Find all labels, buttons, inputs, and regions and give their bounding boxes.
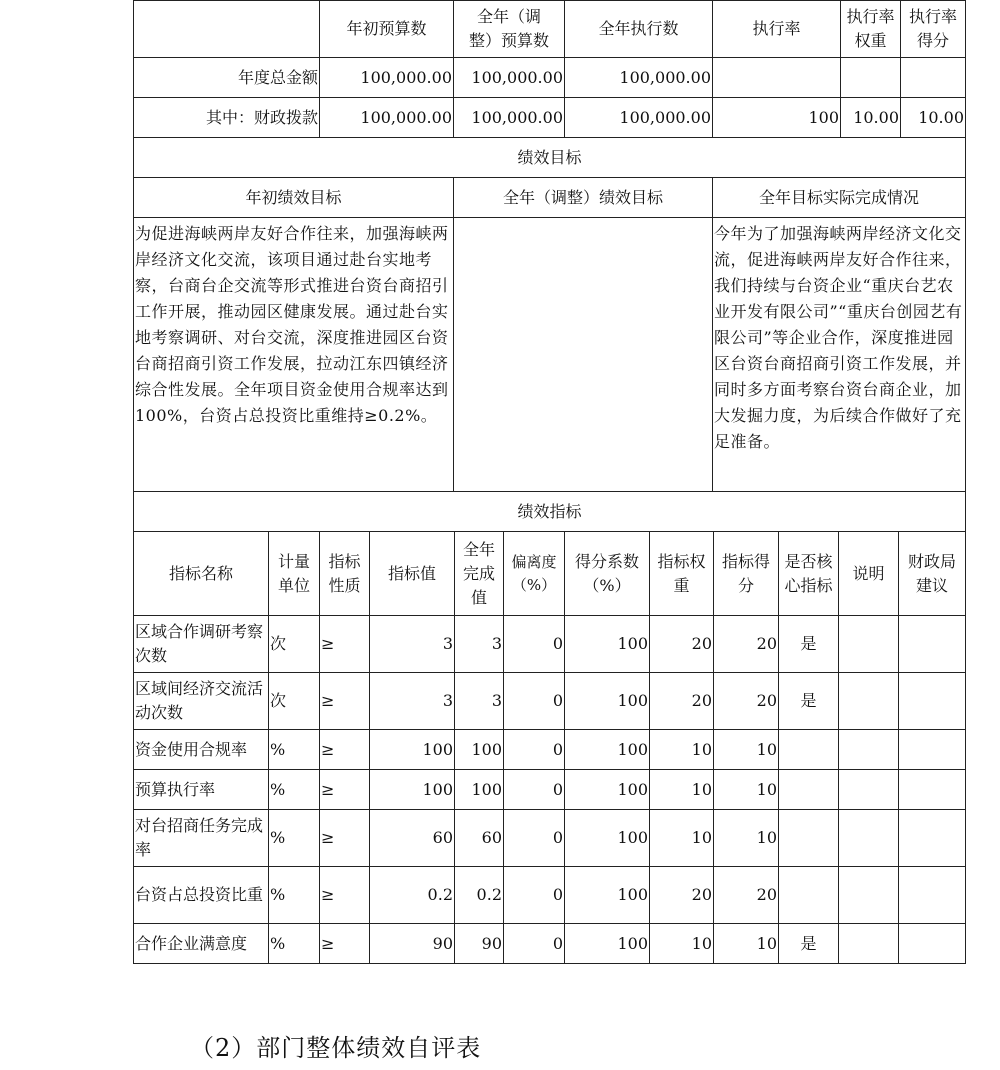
ind-header-value: 指标值 [370,532,455,616]
indicator-coef-cell: 100 [565,673,650,730]
indicator-done-cell: 100 [455,730,504,770]
indicator-unit-cell: % [269,810,320,867]
indicator-dev-cell: 0 [504,867,565,924]
indicator-fin-cell [899,730,966,770]
ind-header-unit: 计量 单位 [269,532,320,616]
goals-content-row [134,218,966,492]
indicator-dev-cell: 0 [504,730,565,770]
indicator-name-cell: 对台招商任务完成率 [134,810,269,867]
ind-header-weight: 指标权 重 [650,532,714,616]
indicator-score-cell: 10 [714,924,779,964]
ind-header-score: 指标得 分 [714,532,779,616]
goals-adjusted-text [454,218,713,492]
indicator-value-cell: 0.2 [370,867,455,924]
budget-corner-cell [134,1,320,58]
indicator-nature-cell: ≥ [320,810,370,867]
indicator-nature-cell: ≥ [320,673,370,730]
budget-row-score: 10.00 [901,98,966,138]
indicator-score-cell: 20 [714,673,779,730]
indicator-name-cell: 台资占总投资比重 [134,867,269,924]
table-row [134,924,966,964]
indicator-dev-cell: 0 [504,810,565,867]
indicator-nature-cell: ≥ [320,924,370,964]
budget-row [134,58,966,98]
budget-row-weight [841,58,901,98]
ind-header-coefficient: 得分系数 （%） [565,532,650,616]
indicator-nature-cell: ≥ [320,867,370,924]
budget-goals-table [133,0,966,492]
goals-initial-text: 为促进海峡两岸友好合作往来，加强海峡两岸经济文化交流，该项目通过赴台实地考察，台商台企交流等形式推进台资台商招引工作开展，推动园区健康发展。通过赴台实地考察调研、对台交流，深度推进园区台资台商招商引资工作发展，拉动江东四镇经济综合性发展。全年项目资金使用合规率达到100%，台资占总投资比重维持≥0.2%。 [134,218,454,492]
indicator-fin-cell [899,867,966,924]
ind-header-name: 指标名称 [134,532,269,616]
indicator-fin-cell [899,616,966,673]
indicator-unit-cell: 次 [269,616,320,673]
indicator-core-cell: 是 [779,673,839,730]
goals-actual-text: 今年为了加强海峡两岸经济文化交流，促进海峡两岸友好合作往来，我们持续与台资企业“重庆台艺农业开发有限公司”“重庆台创园艺有限公司”等企业合作，深度推进园区台资台商招商引资工作发展，并同时多方面考察台资台商企业，加大发掘力度，为后续合作做好了充足准备。 [713,218,966,492]
indicator-core-cell: 是 [779,616,839,673]
indicator-score-cell: 10 [714,770,779,810]
indicator-value-cell: 3 [370,616,455,673]
budget-row-executed: 100,000.00 [565,98,713,138]
budget-header-initial: 年初预算数 [320,1,454,58]
indicator-dev-cell: 0 [504,673,565,730]
budget-header-row [134,1,966,58]
budget-row-rate: 100 [713,98,841,138]
indicator-score-cell: 20 [714,616,779,673]
indicator-coef-cell: 100 [565,924,650,964]
indicator-fin-cell [899,673,966,730]
indicator-fin-cell [899,924,966,964]
indicator-coef-cell: 100 [565,867,650,924]
table-row [134,673,966,730]
table-row [134,810,966,867]
budget-row-initial: 100,000.00 [320,98,454,138]
indicator-value-cell: 3 [370,673,455,730]
indicator-coef-cell: 100 [565,616,650,673]
indicator-dev-cell: 0 [504,770,565,810]
indicator-value-cell: 90 [370,924,455,964]
table-row [134,730,966,770]
indicators-body [134,616,966,964]
indicator-score-cell: 20 [714,867,779,924]
budget-row-label: 年度总金额 [134,58,320,98]
budget-row-adjusted: 100,000.00 [454,98,565,138]
indicator-note-cell [839,730,899,770]
indicator-done-cell: 100 [455,770,504,810]
budget-row-executed: 100,000.00 [565,58,713,98]
indicator-name-cell: 合作企业满意度 [134,924,269,964]
indicator-note-cell [839,770,899,810]
ind-header-finance: 财政局 建议 [899,532,966,616]
indicators-table [133,491,966,964]
indicator-value-cell: 100 [370,730,455,770]
indicator-name-cell: 区域合作调研考察次数 [134,616,269,673]
indicator-unit-cell: % [269,924,320,964]
indicator-fin-cell [899,770,966,810]
budget-header-score: 执行率 得分 [901,1,966,58]
indicator-coef-cell: 100 [565,770,650,810]
budget-header-executed: 全年执行数 [565,1,713,58]
budget-header-weight: 执行率 权重 [841,1,901,58]
indicator-done-cell: 90 [455,924,504,964]
indicator-unit-cell: % [269,730,320,770]
goals-header-initial: 年初绩效目标 [134,178,454,218]
budget-row [134,98,966,138]
indicator-unit-cell: % [269,770,320,810]
indicator-core-cell [779,867,839,924]
indicator-name-cell: 预算执行率 [134,770,269,810]
table-row [134,616,966,673]
indicator-value-cell: 60 [370,810,455,867]
indicator-done-cell: 3 [455,673,504,730]
indicator-nature-cell: ≥ [320,616,370,673]
budget-row-adjusted: 100,000.00 [454,58,565,98]
indicator-note-cell [839,616,899,673]
indicator-dev-cell: 0 [504,924,565,964]
indicator-score-cell: 10 [714,730,779,770]
table-row [134,867,966,924]
ind-header-done: 全年 完成 值 [455,532,504,616]
indicator-nature-cell: ≥ [320,770,370,810]
indicator-weight-cell: 20 [650,616,714,673]
indicator-note-cell [839,867,899,924]
indicator-weight-cell: 20 [650,867,714,924]
indicator-core-cell: 是 [779,924,839,964]
ind-header-core: 是否核 心指标 [779,532,839,616]
indicator-weight-cell: 10 [650,730,714,770]
ind-header-deviation: 偏离度 （%） [504,532,565,616]
indicator-note-cell [839,810,899,867]
indicator-score-cell: 10 [714,810,779,867]
indicator-coef-cell: 100 [565,730,650,770]
goals-section-title: 绩效目标 [134,138,966,178]
indicator-done-cell: 0.2 [455,867,504,924]
ind-header-nature: 指标 性质 [320,532,370,616]
indicator-dev-cell: 0 [504,616,565,673]
indicator-done-cell: 60 [455,810,504,867]
indicator-unit-cell: % [269,867,320,924]
indicator-weight-cell: 10 [650,924,714,964]
budget-row-initial: 100,000.00 [320,58,454,98]
budget-header-rate: 执行率 [713,1,841,58]
indicator-core-cell [779,770,839,810]
indicator-weight-cell: 10 [650,770,714,810]
indicator-note-cell [839,673,899,730]
indicator-note-cell [839,924,899,964]
budget-header-adjusted: 全年（调 整）预算数 [454,1,565,58]
table-row [134,770,966,810]
indicator-fin-cell [899,810,966,867]
indicator-coef-cell: 100 [565,810,650,867]
section-heading: （2）部门整体绩效自评表 [190,1034,482,1062]
indicator-name-cell: 区域间经济交流活动次数 [134,673,269,730]
budget-row-weight: 10.00 [841,98,901,138]
indicators-header-row [134,532,966,616]
goals-header-adjusted: 全年（调整）绩效目标 [454,178,713,218]
indicator-name-cell: 资金使用合规率 [134,730,269,770]
indicator-unit-cell: 次 [269,673,320,730]
indicator-done-cell: 3 [455,616,504,673]
goals-header-row [134,178,966,218]
budget-row-score [901,58,966,98]
goals-header-actual: 全年目标实际完成情况 [713,178,966,218]
indicator-core-cell [779,730,839,770]
indicators-section-title: 绩效指标 [134,492,966,532]
budget-row-rate [713,58,841,98]
indicator-value-cell: 100 [370,770,455,810]
indicator-core-cell [779,810,839,867]
budget-row-label: 其中：财政拨款 [134,98,320,138]
indicator-nature-cell: ≥ [320,730,370,770]
indicator-weight-cell: 20 [650,673,714,730]
ind-header-note: 说明 [839,532,899,616]
indicator-weight-cell: 10 [650,810,714,867]
